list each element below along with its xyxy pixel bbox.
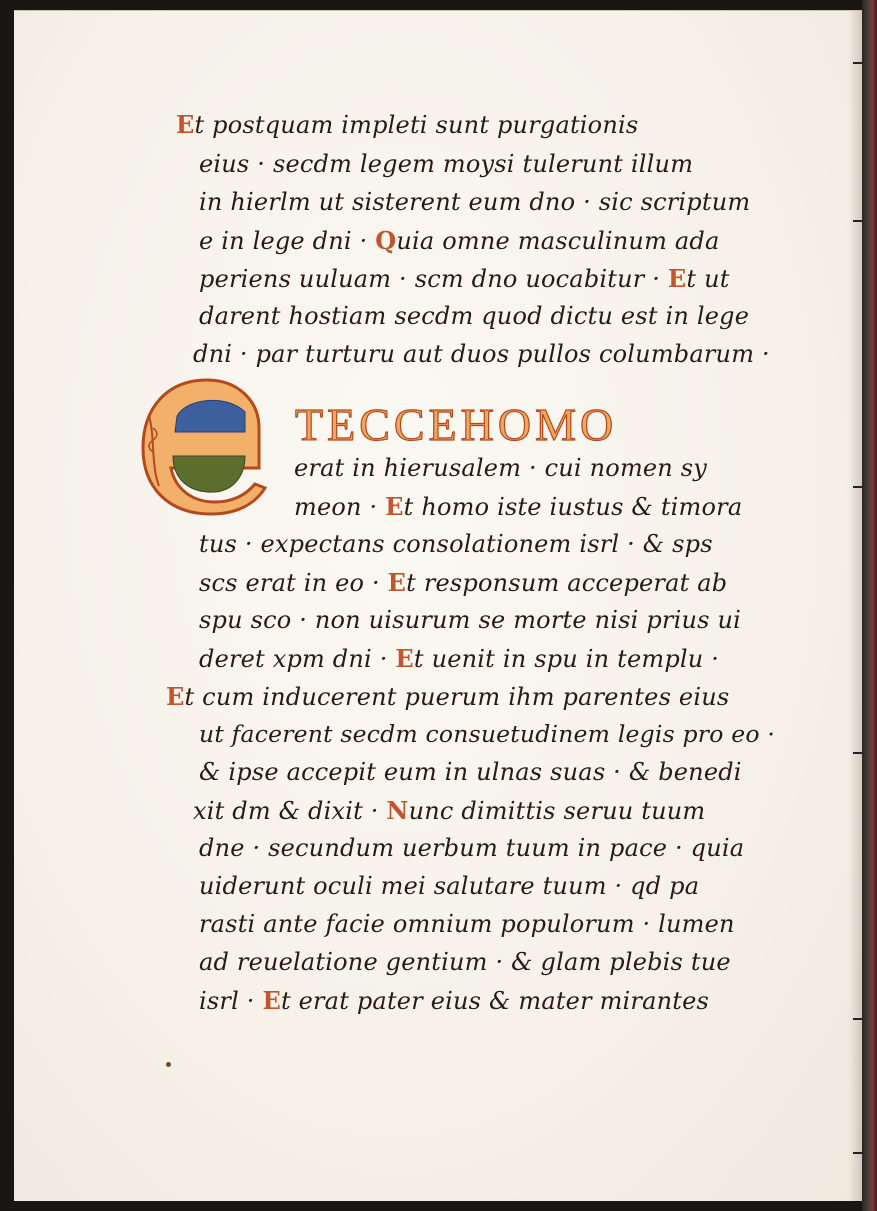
text-line: spu sco · non uisurum se morte nisi prius ui xyxy=(199,606,741,634)
text-line: Et cum inducerent puerum ihm parentes eius xyxy=(166,682,730,711)
text-line: deret xpm dni · Et uenit in spu in templu · xyxy=(199,644,720,673)
text-line: ut facerent secdm consuetudinem legis pro eo · xyxy=(199,720,776,748)
text-line: meon · Et homo iste iustus & timora xyxy=(294,492,743,521)
text-line: dni · par turturu aut duos pullos columbarum · xyxy=(193,340,770,368)
decorated-initial-e-icon xyxy=(137,376,277,518)
text-line: darent hostiam secdm quod dictu est in lege xyxy=(199,302,750,330)
text-line: erat in hierusalem · cui nomen sy xyxy=(294,454,708,482)
text-line: periens uuluam · scm dno uocabitur · Et ut xyxy=(199,264,730,293)
ink-speck xyxy=(166,1062,171,1067)
text-line: dne · secundum uerbum tuum in pace · quia xyxy=(199,834,745,862)
text-line: ad reuelatione gentium · & glam plebis tue xyxy=(199,948,731,976)
text-line: scs erat in eo · Et responsum acceperat ab xyxy=(199,568,728,597)
text-line: xit dm & dixit · Nunc dimittis seruu tuum xyxy=(193,796,706,825)
text-line: isrl · Et erat pater eius & mater mirantes xyxy=(199,986,710,1015)
text-line: & ipse accepit eum in ulnas suas · & benedi xyxy=(199,758,742,786)
text-line: rasti ante facie omnium populorum · lumen xyxy=(199,910,735,938)
text-line: tus · expectans consolationem isrl · & sps xyxy=(199,530,713,558)
text-line: eius · secdm legem moysi tulerunt illum xyxy=(199,150,694,178)
text-line: Et postquam impleti sunt purgationis xyxy=(176,110,639,139)
text-line: uiderunt oculi mei salutare tuum · qd pa xyxy=(199,872,700,900)
text-line: e in lege dni · Quia omne masculinum ada xyxy=(199,226,720,255)
rubricated-capitals: TECCEHOMO xyxy=(295,399,618,450)
text-line: in hierlm ut sisterent eum dno · sic scriptum xyxy=(199,188,751,216)
